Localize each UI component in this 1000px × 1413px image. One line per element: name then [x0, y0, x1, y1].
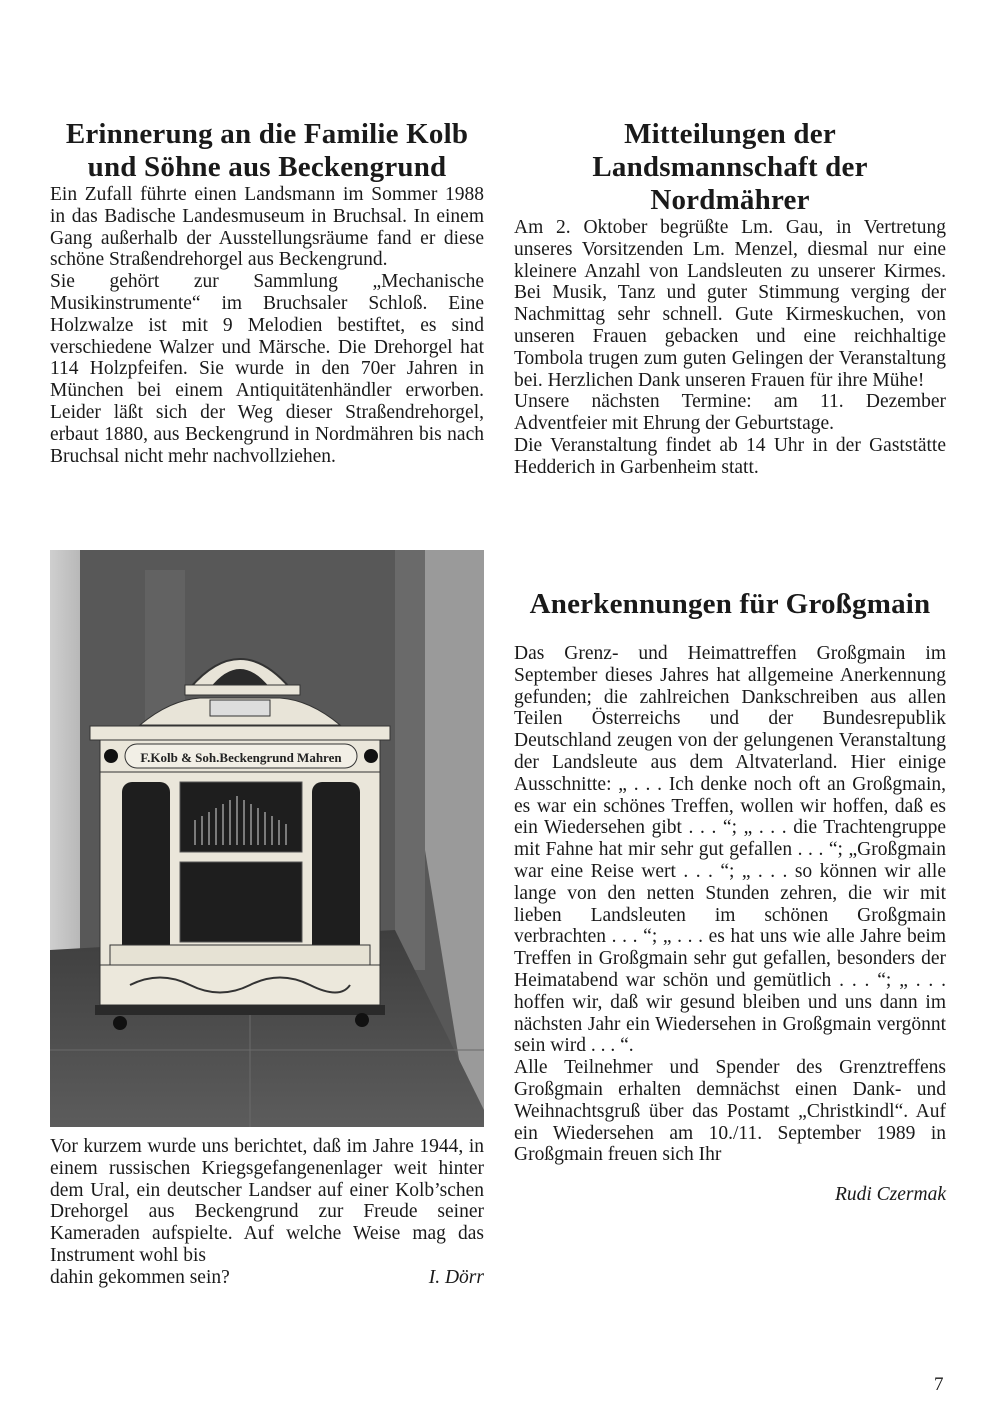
article-kolb: [50, 118, 484, 467]
title-line-3: Nordmährer: [650, 184, 810, 216]
article-kolb-body: [50, 184, 484, 467]
caption-text: Vor kurzem wurde uns berichtet, daß im Jahre 1944, in einem russischen Kriegsgefangenenlager weit hinter dem Ural, ein deutscher Landser auf einer Kolb’schen Drehorgel aus Beckengrund zur Freude seiner Kameraden aufspielte. Auf welche Weise mag das Instrument wohl bis: [50, 1136, 484, 1266]
paragraph: Unsere nächsten Termine: am 11. Dezember Adventfeier mit Ehrung der Geburtstage.: [514, 391, 946, 435]
article-nordmaehrer-title: [514, 118, 946, 217]
paragraph: Das Grenz- und Heimattreffen Großgmain im September dieses Jahres hat allgemeine Anerkennung gefunden; die zahlreichen Dankschreiben aus allen Teilen Österreichs und der Bundesrepublik Deutschland zeugen von der gelungenen Veranstaltung der Landsleute aus dem Altvaterland. Hier einige Ausschnitte: „ . . . Ich denke noch oft an Großgmain, es war ein schönes Treffen, wollen wir hoffen, daß es ein Wiedersehen gibt . . . “; „ . . . die Trachtengruppe mit Fahne hat mir sehr gut gefallen . . . “; „Großgmain war eine Reise wert . . . “; „ . . . so können wir alle lange von den netten Stunden zehren, die wir mit lieben Landsleuten im schönen Großgmain verbrachten . . . “; „ . . . es hat uns wie alle Jahre beim Treffen in Großgmain sehr gut gefallen, besonders der Heimatabend war schön und gemütlich . . . “; „ . . . hoffen wir, daß wir gesund bleiben und uns dann im nächsten Jahr ein Wiedersehen in Großgmain vergönnt sein wird . . . “.: [514, 643, 946, 1057]
title-line-2: und Söhne aus Beckengrund: [87, 151, 447, 183]
title-line-2: Landsmannschaft der: [592, 151, 868, 183]
article-grossgmain-body: [514, 643, 946, 1166]
title-line-1: Mitteilungen der: [624, 118, 836, 150]
caption-signoff: [50, 1267, 484, 1289]
barrel-organ-illustration: [50, 550, 484, 1127]
article-nordmaehrer: [514, 118, 946, 479]
article-nordmaehrer-body: [514, 217, 946, 479]
article-grossgmain-title: Anerkennungen für Großgmain: [529, 588, 931, 620]
barrel-organ-photo: [50, 550, 484, 1127]
article-kolb-title: [50, 118, 484, 184]
article-grossgmain: [514, 588, 946, 1206]
organ-inscription: F.Kolb & Soh.Beckengrund Mahren: [140, 750, 342, 765]
page-number: 7: [934, 1374, 944, 1395]
paragraph: Ein Zufall führte einen Landsmann im Sommer 1988 in das Badische Landesmuseum in Bruchsal. In einem Gang außerhalb der Ausstellungsräume fand er diese schöne Straßendrehorgel aus Beckengrund.: [50, 184, 484, 271]
caption-last-line: dahin gekommen sein?: [50, 1266, 230, 1288]
title-line-1: Erinnerung an die Familie Kolb: [65, 118, 469, 150]
paragraph: Am 2. Oktober begrüßte Lm. Gau, in Vertretung unseres Vorsitzenden Lm. Menzel, diesmal nur eine kleinere Anzahl von Landsleuten zu unserer Kirmes. Bei Musik, Tanz und guter Stimmung verging der Nachmittag sehr schnell. Gute Kirmeskuchen, von unseren Frauen gebacken und eine reichhaltige Tombola trugen zum guten Gelingen der Veranstaltung bei. Herzlichen Dank unseren Frauen für ihre Mühe!: [514, 217, 946, 391]
photo-caption: [50, 1136, 484, 1289]
paragraph: Sie gehört zur Sammlung „Mechanische Musikinstrumente“ im Bruchsaler Schloß. Eine Holzwalze ist mit 9 Melodien bestiftet, es sind verschiedene Walzer und Märsche. Die Drehorgel hat 114 Holzpfeifen. Sie wurde in den 70er Jahren in München bei einem Antiquitätenhändler erworben. Leider läßt sich der Weg dieser Straßendrehorgel, erbaut 1880, aus Beckengrund in Nordmähren bis nach Bruchsal nicht mehr nachvollziehen.: [50, 271, 484, 467]
paragraph: Die Veranstaltung findet ab 14 Uhr in der Gaststätte Hedderich in Garbenheim statt.: [514, 434, 946, 478]
author-signature: Rudi Czermak: [834, 1184, 946, 1206]
paragraph: Alle Teilnehmer und Spender des Grenztreffens Großgmain erhalten demnächst einen Dank- und Weihnachtsgruß über das Postamt „Christkindl“. Auf ein Wiedersehen am 10./11. September 1989 in Großgmain freuen sich Ihr: [514, 1057, 946, 1166]
author-signature: I. Dörr: [428, 1266, 484, 1288]
